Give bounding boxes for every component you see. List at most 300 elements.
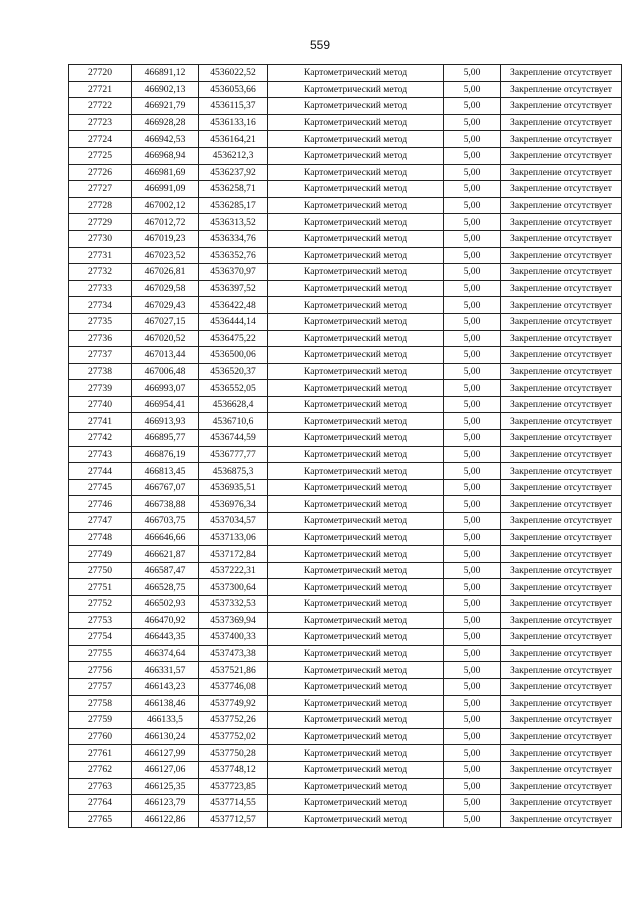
x-coordinate-cell: 466621,87 (132, 546, 199, 563)
table-row (69, 147, 622, 164)
point-number-cell: 27724 (69, 131, 132, 148)
point-number-cell: 27762 (69, 761, 132, 778)
coordinates-table-body (69, 65, 622, 828)
y-coordinate-cell: 4536976,34 (199, 496, 268, 513)
y-coordinate-cell: 4537034,57 (199, 513, 268, 530)
point-number-cell: 27736 (69, 330, 132, 347)
fixing-description-cell: Закрепление отсутствует (501, 230, 622, 247)
fixing-description-cell: Закрепление отсутствует (501, 496, 622, 513)
accuracy-cell: 5,00 (444, 463, 501, 480)
coordinates-table (68, 64, 622, 828)
method-cell: Картометрический метод (268, 678, 444, 695)
x-coordinate-cell: 466122,86 (132, 811, 199, 828)
accuracy-cell: 5,00 (444, 181, 501, 198)
x-coordinate-cell: 466470,92 (132, 612, 199, 629)
y-coordinate-cell: 4537473,38 (199, 645, 268, 662)
accuracy-cell: 5,00 (444, 562, 501, 579)
fixing-description-cell: Закрепление отсутствует (501, 728, 622, 745)
point-number-cell: 27748 (69, 529, 132, 546)
x-coordinate-cell: 467029,43 (132, 297, 199, 314)
y-coordinate-cell: 4537746,08 (199, 678, 268, 695)
fixing-description-cell: Закрепление отсутствует (501, 662, 622, 679)
point-number-cell: 27727 (69, 181, 132, 198)
fixing-description-cell: Закрепление отсутствует (501, 430, 622, 447)
accuracy-cell: 5,00 (444, 114, 501, 131)
table-row (69, 114, 622, 131)
accuracy-cell: 5,00 (444, 413, 501, 430)
fixing-description-cell: Закрепление отсутствует (501, 596, 622, 613)
point-number-cell: 27764 (69, 795, 132, 812)
table-row (69, 463, 622, 480)
table-row (69, 81, 622, 98)
table-row (69, 645, 622, 662)
method-cell: Картометрический метод (268, 695, 444, 712)
x-coordinate-cell: 466127,06 (132, 761, 199, 778)
method-cell: Картометрический метод (268, 712, 444, 729)
fixing-description-cell: Закрепление отсутствует (501, 629, 622, 646)
table-row (69, 761, 622, 778)
x-coordinate-cell: 467027,15 (132, 313, 199, 330)
x-coordinate-cell: 466902,13 (132, 81, 199, 98)
y-coordinate-cell: 4536370,97 (199, 264, 268, 281)
fixing-description-cell: Закрепление отсутствует (501, 562, 622, 579)
y-coordinate-cell: 4536352,76 (199, 247, 268, 264)
fixing-description-cell: Закрепление отсутствует (501, 678, 622, 695)
method-cell: Картометрический метод (268, 230, 444, 247)
fixing-description-cell: Закрепление отсутствует (501, 712, 622, 729)
fixing-description-cell: Закрепление отсутствует (501, 131, 622, 148)
page-number: 559 (309, 38, 331, 52)
table-row (69, 778, 622, 795)
point-number-cell: 27726 (69, 164, 132, 181)
accuracy-cell: 5,00 (444, 214, 501, 231)
accuracy-cell: 5,00 (444, 98, 501, 115)
accuracy-cell: 5,00 (444, 529, 501, 546)
accuracy-cell: 5,00 (444, 280, 501, 297)
accuracy-cell: 5,00 (444, 446, 501, 463)
accuracy-cell: 5,00 (444, 761, 501, 778)
fixing-description-cell: Закрепление отсутствует (501, 463, 622, 480)
x-coordinate-cell: 466913,93 (132, 413, 199, 430)
point-number-cell: 27735 (69, 313, 132, 330)
table-row (69, 678, 622, 695)
table-row (69, 347, 622, 364)
y-coordinate-cell: 4537133,06 (199, 529, 268, 546)
x-coordinate-cell: 466528,75 (132, 579, 199, 596)
method-cell: Картометрический метод (268, 65, 444, 82)
point-number-cell: 27741 (69, 413, 132, 430)
y-coordinate-cell: 4537723,85 (199, 778, 268, 795)
accuracy-cell: 5,00 (444, 496, 501, 513)
accuracy-cell: 5,00 (444, 479, 501, 496)
y-coordinate-cell: 4536475,22 (199, 330, 268, 347)
y-coordinate-cell: 4537332,53 (199, 596, 268, 613)
table-row (69, 297, 622, 314)
y-coordinate-cell: 4536444,14 (199, 313, 268, 330)
method-cell: Картометрический метод (268, 529, 444, 546)
x-coordinate-cell: 466954,41 (132, 396, 199, 413)
y-coordinate-cell: 4537712,57 (199, 811, 268, 828)
table-row (69, 695, 622, 712)
point-number-cell: 27728 (69, 197, 132, 214)
accuracy-cell: 5,00 (444, 695, 501, 712)
y-coordinate-cell: 4537300,64 (199, 579, 268, 596)
point-number-cell: 27731 (69, 247, 132, 264)
point-number-cell: 27740 (69, 396, 132, 413)
fixing-description-cell: Закрепление отсутствует (501, 761, 622, 778)
accuracy-cell: 5,00 (444, 629, 501, 646)
point-number-cell: 27754 (69, 629, 132, 646)
accuracy-cell: 5,00 (444, 745, 501, 762)
point-number-cell: 27725 (69, 147, 132, 164)
accuracy-cell: 5,00 (444, 795, 501, 812)
method-cell: Картометрический метод (268, 264, 444, 281)
fixing-description-cell: Закрепление отсутствует (501, 778, 622, 795)
y-coordinate-cell: 4537752,26 (199, 712, 268, 729)
accuracy-cell: 5,00 (444, 596, 501, 613)
method-cell: Картометрический метод (268, 430, 444, 447)
accuracy-cell: 5,00 (444, 247, 501, 264)
table-row (69, 579, 622, 596)
x-coordinate-cell: 466981,69 (132, 164, 199, 181)
table-row (69, 712, 622, 729)
fixing-description-cell: Закрепление отсутствует (501, 347, 622, 364)
fixing-description-cell: Закрепление отсутствует (501, 795, 622, 812)
accuracy-cell: 5,00 (444, 197, 501, 214)
table-row (69, 65, 622, 82)
table-row (69, 181, 622, 198)
x-coordinate-cell: 466123,79 (132, 795, 199, 812)
method-cell: Картометрический метод (268, 513, 444, 530)
point-number-cell: 27720 (69, 65, 132, 82)
method-cell: Картометрический метод (268, 81, 444, 98)
point-number-cell: 27729 (69, 214, 132, 231)
x-coordinate-cell: 467019,23 (132, 230, 199, 247)
method-cell: Картометрический метод (268, 546, 444, 563)
y-coordinate-cell: 4536164,21 (199, 131, 268, 148)
method-cell: Картометрический метод (268, 562, 444, 579)
table-row (69, 612, 622, 629)
method-cell: Картометрический метод (268, 297, 444, 314)
y-coordinate-cell: 4537521,86 (199, 662, 268, 679)
accuracy-cell: 5,00 (444, 579, 501, 596)
accuracy-cell: 5,00 (444, 645, 501, 662)
method-cell: Картометрический метод (268, 181, 444, 198)
x-coordinate-cell: 466587,47 (132, 562, 199, 579)
x-coordinate-cell: 466921,79 (132, 98, 199, 115)
accuracy-cell: 5,00 (444, 363, 501, 380)
method-cell: Картометрический метод (268, 662, 444, 679)
y-coordinate-cell: 4536313,52 (199, 214, 268, 231)
table-row (69, 529, 622, 546)
accuracy-cell: 5,00 (444, 313, 501, 330)
x-coordinate-cell: 466125,35 (132, 778, 199, 795)
y-coordinate-cell: 4537714,55 (199, 795, 268, 812)
method-cell: Картометрический метод (268, 778, 444, 795)
x-coordinate-cell: 467013,44 (132, 347, 199, 364)
fixing-description-cell: Закрепление отсутствует (501, 546, 622, 563)
method-cell: Картометрический метод (268, 446, 444, 463)
point-number-cell: 27749 (69, 546, 132, 563)
method-cell: Картометрический метод (268, 313, 444, 330)
method-cell: Картометрический метод (268, 330, 444, 347)
y-coordinate-cell: 4536212,3 (199, 147, 268, 164)
y-coordinate-cell: 4536285,17 (199, 197, 268, 214)
method-cell: Картометрический метод (268, 645, 444, 662)
method-cell: Картометрический метод (268, 728, 444, 745)
accuracy-cell: 5,00 (444, 264, 501, 281)
accuracy-cell: 5,00 (444, 380, 501, 397)
method-cell: Картометрический метод (268, 380, 444, 397)
x-coordinate-cell: 467006,48 (132, 363, 199, 380)
point-number-cell: 27730 (69, 230, 132, 247)
table-row (69, 479, 622, 496)
table-row (69, 446, 622, 463)
accuracy-cell: 5,00 (444, 65, 501, 82)
y-coordinate-cell: 4536520,37 (199, 363, 268, 380)
y-coordinate-cell: 4537172,84 (199, 546, 268, 563)
fixing-description-cell: Закрепление отсутствует (501, 479, 622, 496)
y-coordinate-cell: 4537749,92 (199, 695, 268, 712)
x-coordinate-cell: 466374,64 (132, 645, 199, 662)
x-coordinate-cell: 467029,58 (132, 280, 199, 297)
fixing-description-cell: Закрепление отсутствует (501, 247, 622, 264)
fixing-description-cell: Закрепление отсутствует (501, 214, 622, 231)
point-number-cell: 27743 (69, 446, 132, 463)
table-row (69, 413, 622, 430)
point-number-cell: 27753 (69, 612, 132, 629)
y-coordinate-cell: 4536022,52 (199, 65, 268, 82)
table-row (69, 380, 622, 397)
point-number-cell: 27746 (69, 496, 132, 513)
accuracy-cell: 5,00 (444, 678, 501, 695)
x-coordinate-cell: 467026,81 (132, 264, 199, 281)
method-cell: Картометрический метод (268, 496, 444, 513)
y-coordinate-cell: 4536744,59 (199, 430, 268, 447)
accuracy-cell: 5,00 (444, 396, 501, 413)
fixing-description-cell: Закрепление отсутствует (501, 529, 622, 546)
method-cell: Картометрический метод (268, 463, 444, 480)
y-coordinate-cell: 4537750,28 (199, 745, 268, 762)
fixing-description-cell: Закрепление отсутствует (501, 745, 622, 762)
table-row (69, 596, 622, 613)
table-row (69, 214, 622, 231)
x-coordinate-cell: 466331,57 (132, 662, 199, 679)
table-row (69, 363, 622, 380)
y-coordinate-cell: 4536237,92 (199, 164, 268, 181)
x-coordinate-cell: 467002,12 (132, 197, 199, 214)
fixing-description-cell: Закрепление отсутствует (501, 513, 622, 530)
point-number-cell: 27722 (69, 98, 132, 115)
point-number-cell: 27757 (69, 678, 132, 695)
fixing-description-cell: Закрепление отсутствует (501, 280, 622, 297)
method-cell: Картометрический метод (268, 413, 444, 430)
method-cell: Картометрический метод (268, 761, 444, 778)
accuracy-cell: 5,00 (444, 546, 501, 563)
accuracy-cell: 5,00 (444, 430, 501, 447)
fixing-description-cell: Закрепление отсутствует (501, 413, 622, 430)
fixing-description-cell: Закрепление отсутствует (501, 396, 622, 413)
point-number-cell: 27732 (69, 264, 132, 281)
method-cell: Картометрический метод (268, 795, 444, 812)
y-coordinate-cell: 4536875,3 (199, 463, 268, 480)
fixing-description-cell: Закрепление отсутствует (501, 98, 622, 115)
y-coordinate-cell: 4536133,16 (199, 114, 268, 131)
table-row (69, 795, 622, 812)
table-row (69, 164, 622, 181)
fixing-description-cell: Закрепление отсутствует (501, 380, 622, 397)
fixing-description-cell: Закрепление отсутствует (501, 695, 622, 712)
y-coordinate-cell: 4536422,48 (199, 297, 268, 314)
fixing-description-cell: Закрепление отсутствует (501, 297, 622, 314)
fixing-description-cell: Закрепление отсутствует (501, 181, 622, 198)
table-row (69, 728, 622, 745)
x-coordinate-cell: 466813,45 (132, 463, 199, 480)
x-coordinate-cell: 466646,66 (132, 529, 199, 546)
y-coordinate-cell: 4536334,76 (199, 230, 268, 247)
point-number-cell: 27756 (69, 662, 132, 679)
x-coordinate-cell: 466891,12 (132, 65, 199, 82)
table-row (69, 230, 622, 247)
y-coordinate-cell: 4537369,94 (199, 612, 268, 629)
accuracy-cell: 5,00 (444, 147, 501, 164)
point-number-cell: 27761 (69, 745, 132, 762)
fixing-description-cell: Закрепление отсутствует (501, 645, 622, 662)
x-coordinate-cell: 466928,28 (132, 114, 199, 131)
x-coordinate-cell: 467023,52 (132, 247, 199, 264)
fixing-description-cell: Закрепление отсутствует (501, 811, 622, 828)
x-coordinate-cell: 466127,99 (132, 745, 199, 762)
point-number-cell: 27763 (69, 778, 132, 795)
method-cell: Картометрический метод (268, 214, 444, 231)
table-row (69, 662, 622, 679)
point-number-cell: 27737 (69, 347, 132, 364)
point-number-cell: 27759 (69, 712, 132, 729)
accuracy-cell: 5,00 (444, 612, 501, 629)
accuracy-cell: 5,00 (444, 330, 501, 347)
table-row (69, 313, 622, 330)
accuracy-cell: 5,00 (444, 164, 501, 181)
method-cell: Картометрический метод (268, 197, 444, 214)
x-coordinate-cell: 466738,88 (132, 496, 199, 513)
table-row (69, 430, 622, 447)
x-coordinate-cell: 466502,93 (132, 596, 199, 613)
x-coordinate-cell: 466130,24 (132, 728, 199, 745)
point-number-cell: 27760 (69, 728, 132, 745)
method-cell: Картометрический метод (268, 147, 444, 164)
y-coordinate-cell: 4536777,77 (199, 446, 268, 463)
x-coordinate-cell: 466443,35 (132, 629, 199, 646)
x-coordinate-cell: 467012,72 (132, 214, 199, 231)
accuracy-cell: 5,00 (444, 778, 501, 795)
table-row (69, 264, 622, 281)
accuracy-cell: 5,00 (444, 297, 501, 314)
table-row (69, 197, 622, 214)
point-number-cell: 27721 (69, 81, 132, 98)
point-number-cell: 27739 (69, 380, 132, 397)
point-number-cell: 27750 (69, 562, 132, 579)
accuracy-cell: 5,00 (444, 347, 501, 364)
y-coordinate-cell: 4537222,31 (199, 562, 268, 579)
fixing-description-cell: Закрепление отсутствует (501, 264, 622, 281)
fixing-description-cell: Закрепление отсутствует (501, 579, 622, 596)
method-cell: Картометрический метод (268, 811, 444, 828)
x-coordinate-cell: 466133,5 (132, 712, 199, 729)
y-coordinate-cell: 4536710,6 (199, 413, 268, 430)
accuracy-cell: 5,00 (444, 712, 501, 729)
point-number-cell: 27751 (69, 579, 132, 596)
method-cell: Картометрический метод (268, 479, 444, 496)
accuracy-cell: 5,00 (444, 81, 501, 98)
fixing-description-cell: Закрепление отсутствует (501, 363, 622, 380)
table-row (69, 513, 622, 530)
method-cell: Картометрический метод (268, 164, 444, 181)
method-cell: Картометрический метод (268, 98, 444, 115)
method-cell: Картометрический метод (268, 247, 444, 264)
table-row (69, 280, 622, 297)
method-cell: Картометрический метод (268, 347, 444, 364)
accuracy-cell: 5,00 (444, 230, 501, 247)
table-row (69, 811, 622, 828)
method-cell: Картометрический метод (268, 396, 444, 413)
method-cell: Картометрический метод (268, 596, 444, 613)
point-number-cell: 27744 (69, 463, 132, 480)
y-coordinate-cell: 4536500,06 (199, 347, 268, 364)
fixing-description-cell: Закрепление отсутствует (501, 65, 622, 82)
table-row (69, 496, 622, 513)
method-cell: Картометрический метод (268, 363, 444, 380)
x-coordinate-cell: 466993,07 (132, 380, 199, 397)
point-number-cell: 27738 (69, 363, 132, 380)
point-number-cell: 27733 (69, 280, 132, 297)
accuracy-cell: 5,00 (444, 513, 501, 530)
y-coordinate-cell: 4536628,4 (199, 396, 268, 413)
x-coordinate-cell: 466942,53 (132, 131, 199, 148)
x-coordinate-cell: 466703,75 (132, 513, 199, 530)
table-row (69, 396, 622, 413)
x-coordinate-cell: 466968,94 (132, 147, 199, 164)
accuracy-cell: 5,00 (444, 131, 501, 148)
point-number-cell: 27734 (69, 297, 132, 314)
fixing-description-cell: Закрепление отсутствует (501, 114, 622, 131)
point-number-cell: 27758 (69, 695, 132, 712)
table-row (69, 546, 622, 563)
table-row (69, 330, 622, 347)
accuracy-cell: 5,00 (444, 728, 501, 745)
fixing-description-cell: Закрепление отсутствует (501, 164, 622, 181)
fixing-description-cell: Закрепление отсутствует (501, 612, 622, 629)
fixing-description-cell: Закрепление отсутствует (501, 81, 622, 98)
method-cell: Картометрический метод (268, 745, 444, 762)
method-cell: Картометрический метод (268, 579, 444, 596)
y-coordinate-cell: 4536258,71 (199, 181, 268, 198)
point-number-cell: 27765 (69, 811, 132, 828)
table-row (69, 629, 622, 646)
fixing-description-cell: Закрепление отсутствует (501, 330, 622, 347)
fixing-description-cell: Закрепление отсутствует (501, 446, 622, 463)
fixing-description-cell: Закрепление отсутствует (501, 197, 622, 214)
x-coordinate-cell: 466991,09 (132, 181, 199, 198)
table-row (69, 131, 622, 148)
method-cell: Картометрический метод (268, 629, 444, 646)
fixing-description-cell: Закрепление отсутствует (501, 147, 622, 164)
x-coordinate-cell: 466143,23 (132, 678, 199, 695)
point-number-cell: 27742 (69, 430, 132, 447)
fixing-description-cell: Закрепление отсутствует (501, 313, 622, 330)
method-cell: Картометрический метод (268, 131, 444, 148)
y-coordinate-cell: 4536552,05 (199, 380, 268, 397)
method-cell: Картометрический метод (268, 114, 444, 131)
